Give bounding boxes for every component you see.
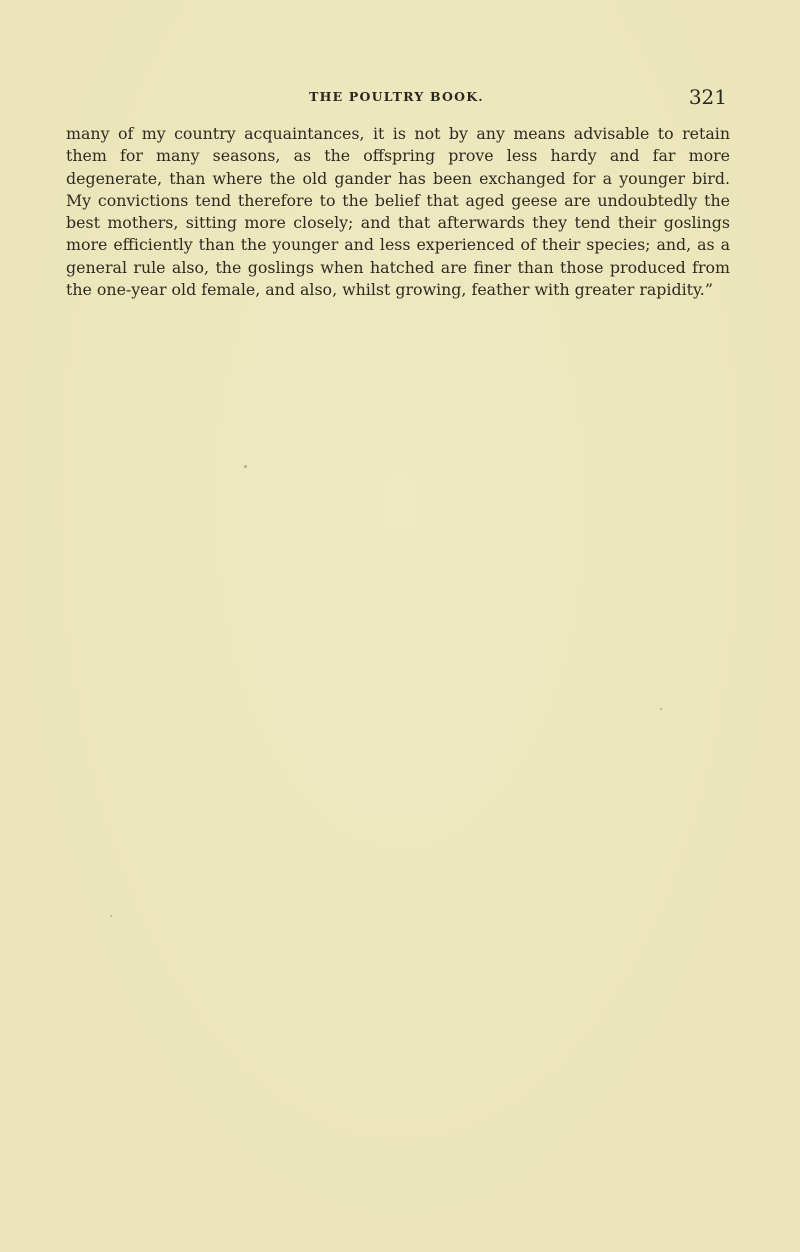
paper-speck — [244, 465, 247, 468]
paper-speck — [110, 915, 112, 917]
body-paragraph: many of my country acquaintances, it is not by any means advisable to retain them for many seasons, as the offspring prove less hardy and far more degenerate, than where the old gander has been exchanged for a younger bird. My convictions tend therefore to the belief that aged geese are undoubtedly the best mothers, sitting more closely; and that afterwards they tend their goslings more efficiently than the younger and less experienced of their species; and, as a general rule also, the goslings when hatched are finer than those produced from the one-year old female, and also, whilst growing, feather with greater rapidity.” — [66, 124, 730, 300]
page-number: 321 — [688, 85, 727, 109]
paper-speck — [660, 708, 662, 710]
page-header — [66, 84, 727, 110]
running-head: THE POULTRY BOOK. — [309, 89, 484, 104]
